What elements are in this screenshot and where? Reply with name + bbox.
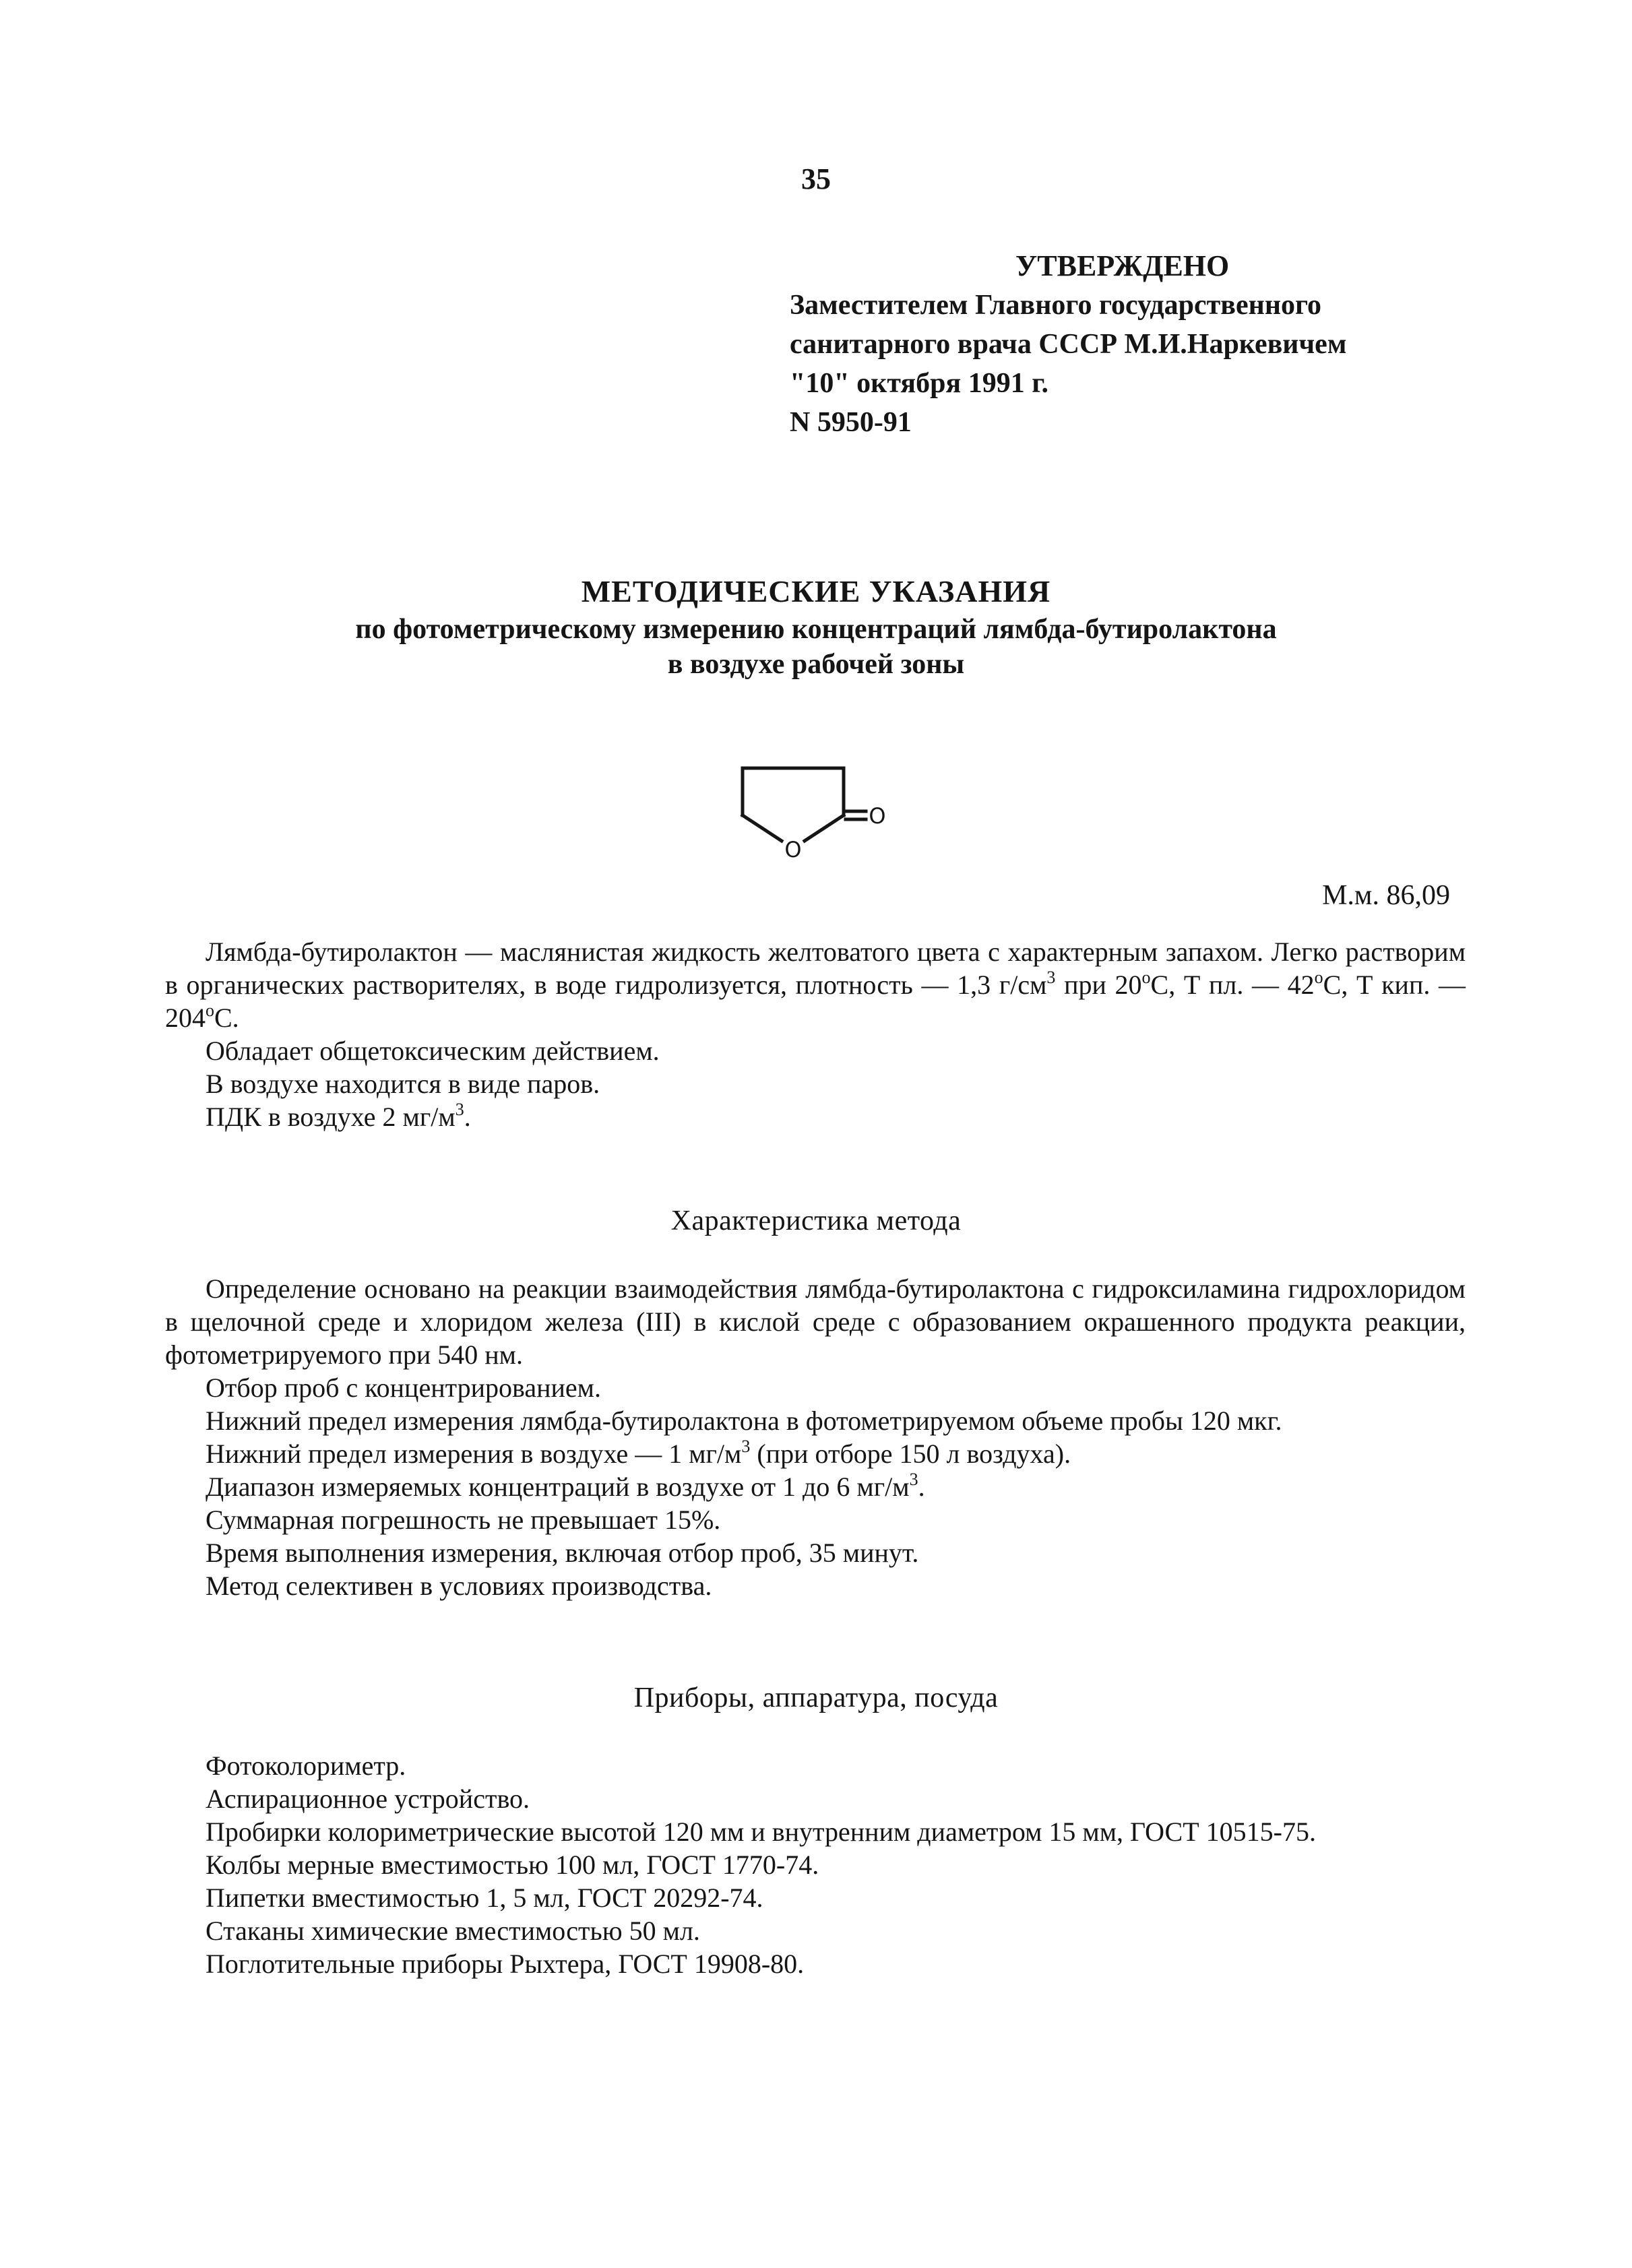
- title-main: МЕТОДИЧЕСКИЕ УКАЗАНИЯ: [581, 574, 1051, 608]
- char-line-2: Нижний предел измерения лямбда-бутиролактона в фотометрируемом объеме пробы 120 мкг.: [206, 1406, 1282, 1436]
- approval-heading: УТВЕРЖДЕНО: [1015, 249, 1230, 282]
- equipment-item-4: Колбы мерные вместимостью 100 мл, ГОСТ 1770-74.: [206, 1850, 819, 1880]
- section-heading-equipment: Приборы, аппаратура, посуда: [633, 1682, 999, 1713]
- equipment-item-6: Стаканы химические вместимостью 50 мл.: [206, 1916, 700, 1946]
- char-line-3: Нижний предел измерения в воздухе — 1 $мг/м^3$ (при отборе 150 л воздуха).: [206, 1436, 1071, 1469]
- title-subtitle-2: в воздухе рабочей зоны: [667, 649, 965, 680]
- carbonyl-oxygen-label: O: [869, 803, 886, 829]
- title-subtitle-1: по фотометрическому измерению концентраций лямбда-бутиролактона: [355, 614, 1277, 645]
- state-in-air-line: В воздухе находится в виде паров.: [206, 1069, 600, 1099]
- method-characteristics: [165, 1272, 1466, 1602]
- ring-bond-lower-left: [743, 815, 782, 841]
- approval-number: N 5950-91: [790, 407, 912, 438]
- equipment-item-3: Пробирки колориметрические высотой 120 мм и внутренним диаметром 15 мм, ГОСТ 10515-75.: [206, 1817, 1316, 1847]
- char-line-4: Диапазон измеряемых концентраций в воздухе от 1 до 6 $мг/м^3$.: [206, 1469, 925, 1502]
- equipment-item-5: Пипетки вместимостью 1, 5 мл, ГОСТ 20292-74.: [206, 1883, 763, 1913]
- char-line-5: Суммарная погрешность не превышает 15%.: [206, 1505, 721, 1535]
- toxicity-line: Обладает общетоксическим действием.: [206, 1036, 660, 1066]
- equipment-item-1: Фотоколориметр.: [206, 1751, 406, 1781]
- approval-line-3: "10" октября 1991 г.: [790, 368, 1049, 399]
- document-title: [0, 571, 1632, 682]
- description-paragraph: Лямбда-бутиролактон — маслянистая жидкость желтоватого цвета с характерным запахом. Легко растворим в органических растворителях, в воде гидролизуется, плотность — 1,3 $г/см^3$ при $20^оС$, Т пл. — $42^оС$, Т кип. — $204^оС$.: [165, 937, 1466, 1033]
- mac-line: ПДК в воздухе 2 $мг/м^3$.: [206, 1099, 471, 1132]
- equipment-item-7: Поглотительные приборы Рыхтера, ГОСТ 19908-80.: [206, 1949, 805, 1979]
- ring-oxygen-label: O: [784, 837, 802, 862]
- approval-line-1: Заместителем Главного государственного: [790, 290, 1322, 321]
- substance-description: [165, 935, 1466, 1133]
- char-line-7: Метод селективен в условиях производства.: [206, 1571, 712, 1601]
- method-principle: Определение основано на реакции взаимодействия лямбда-бутиролактона с гидроксиламина гидрохлоридом в щелочной среде и хлоридом железа (III) в кислой среде с образованием окрашенного продукта реакции, фотометрируемого при 540 нм.: [165, 1273, 1466, 1370]
- approval-stamp: [790, 247, 1346, 442]
- section-heading-characteristics: Характеристика метода: [670, 1205, 962, 1236]
- char-line-1: Отбор проб с концентрированием.: [206, 1373, 601, 1403]
- equipment-item-2: Аспирационное устройство.: [206, 1784, 530, 1814]
- ring-bond-lower-right: [805, 815, 844, 841]
- structural-formula: [728, 755, 903, 869]
- char-line-6: Время выполнения измерения, включая отбор проб, 35 минут.: [206, 1538, 919, 1568]
- equipment-list: [165, 1749, 1466, 1980]
- approval-line-2: санитарного врача СССР М.И.Наркевичем: [790, 329, 1347, 360]
- page-number: 35: [801, 162, 831, 195]
- molar-mass: М.м. 86,09: [1322, 880, 1450, 911]
